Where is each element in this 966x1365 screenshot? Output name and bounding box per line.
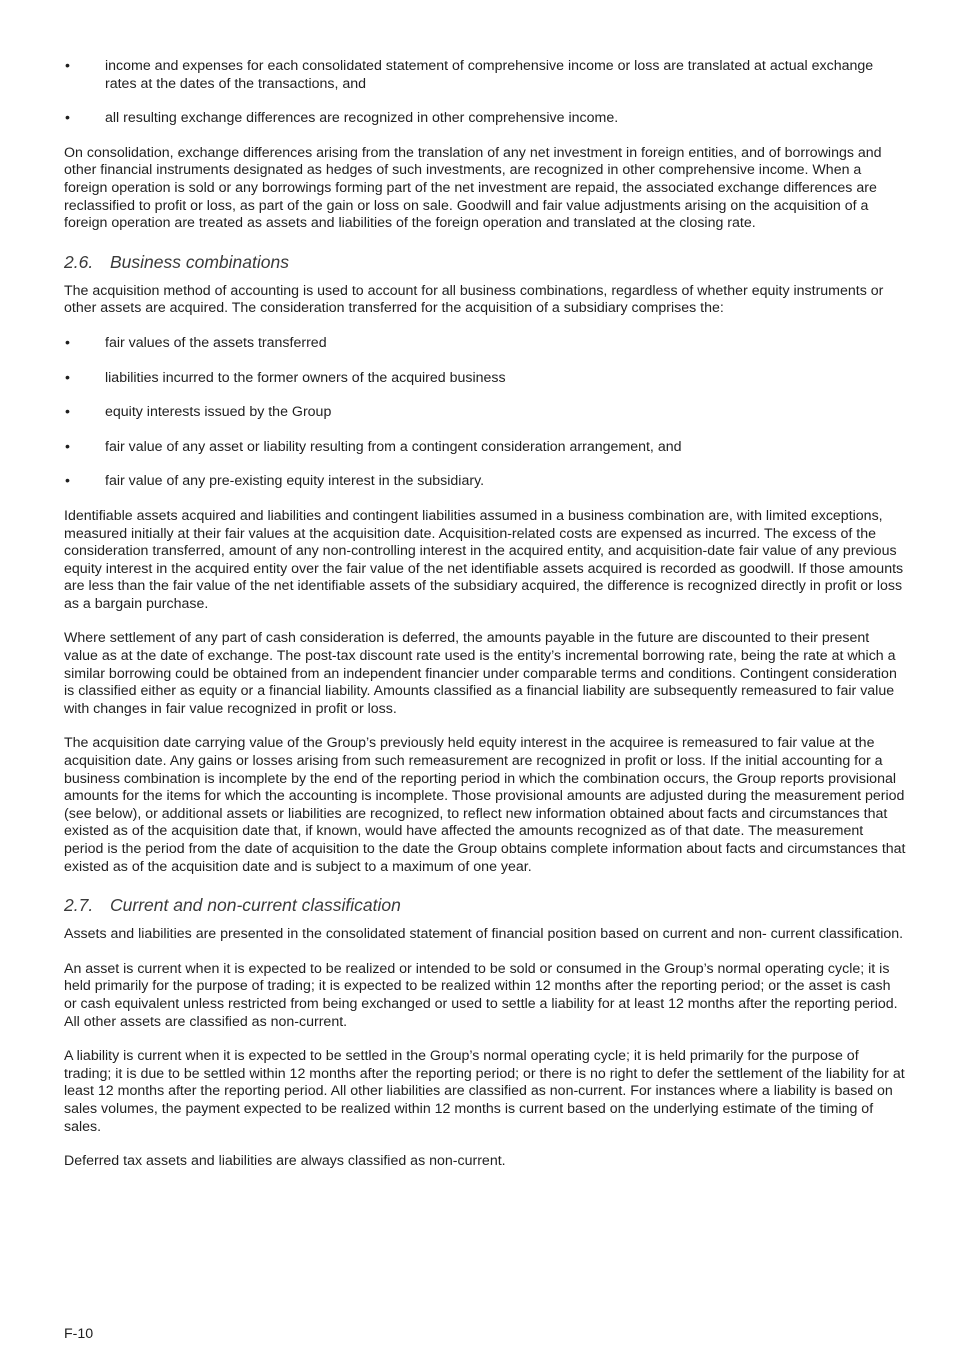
- section-intro-paragraph: The acquisition method of accounting is used to account for all business combinations, regardless of whether equity instruments or other assets are acquired. The consideration transferred for the acquisition of a subsidiary comprises the:: [64, 282, 884, 317]
- list-item: [64, 473, 906, 491]
- list-item: [64, 370, 906, 388]
- section-heading-current-classification: [64, 894, 906, 916]
- document-page: [64, 58, 906, 1188]
- list-item: [64, 404, 906, 422]
- section-number: 2.6.: [64, 251, 94, 272]
- bullet-glyph: •: [65, 334, 70, 351]
- body-paragraph: Assets and liabilities are presented in the consolidated statement of financial position based on current and non- current classification.: [64, 926, 904, 943]
- section-number: 2.7.: [64, 895, 94, 916]
- bullet-glyph: •: [65, 110, 70, 127]
- list-item: [64, 110, 906, 128]
- list-item-text: all resulting exchange differences are recognized in other comprehensive income.: [105, 110, 619, 127]
- consolidation-paragraph: On consolidation, exchange differences arising from the translation of any net investment in foreign entities, and of borrowings and other financial instruments designated as hedges of such investments, are recognized in other comprehensive income. When a foreign operation is sold or any borrowings forming part of the net investment are repaid, the associated exchange differences are reclassified to profit or loss, as part of the gain or loss on sale. Goodwill and fair value adjustments arising on the acquisition of a foreign operation are treated as assets and liabilities of the foreign operation and translated at the closing rate.: [64, 144, 882, 232]
- section-title: Current and non-current classification: [110, 895, 401, 916]
- bullet-glyph: •: [65, 369, 70, 386]
- body-paragraph: The acquisition date carrying value of the Group’s previously held equity interest in the acquiree is remeasured to fair value at the acquisition date. Any gains or losses arising from such remeasurement are recognized in profit or loss. If the initial accounting for a business combination is incomplete by the end of the reporting period in which the combination occurs, the Group reports provisional amounts for the items for which the accounting is incomplete. Those provisional amounts are adjusted during the measurement period (see below), or additional assets or liabilities are recognized, to reflect new information obtained about facts and circumstances that existed as of the acquisition date that, if known, would have affected the amounts recognized as of that date. The measurement period is the period from the date of acquisition to the date the Group obtains complete information about facts and circumstances that existed as of the acquisition date and is subject to a maximum of one year.: [64, 735, 906, 875]
- body-paragraph: Deferred tax assets and liabilities are always classified as non-current.: [64, 1153, 506, 1170]
- list-item-text: income and expenses for each consolidated statement of comprehensive income or loss are translated at actual exchange rates at the dates of the transactions, and: [105, 58, 874, 92]
- body-paragraph: Identifiable assets acquired and liabilities and contingent liabilities assumed in a business combination are, with limited exceptions, measured initially at their fair values at the acquisition date. Acquisition-related costs are expensed as incurred. The excess of the consideration transferred, amount of any non-controlling interest in the acquired entity, and acquisition-date fair value of any previous equity interest in the acquired entity over the fair value of the net identifiable assets acquired is recorded as goodwill. If those amounts are less than the fair value of the net identifiable assets of the subsidiary acquired, the difference is recognized directly in profit or loss as a bargain purchase.: [64, 507, 904, 612]
- list-item-text: fair value of any pre-existing equity interest in the subsidiary.: [105, 473, 485, 490]
- body-paragraph: An asset is current when it is expected to be realized or intended to be sold or consumed in the Group’s normal operating cycle; it is held primarily for the purpose of trading; it is expected to be realized within 12 months after the reporting period; or the asset is cash or cash equivalent unless restricted from being exchanged or used to settle a liability for at least 12 months after the reporting period. All other assets are classified as non-current.: [64, 960, 898, 1030]
- bullet-glyph: •: [65, 404, 70, 421]
- list-item-text: fair values of the assets transferred: [105, 334, 327, 351]
- body-paragraph: A liability is current when it is expected to be settled in the Group’s normal operating cycle; it is held primarily for the purpose of trading; it is due to be settled within 12 months after the reporting period; or there is no right to defer the settlement of the liability for at least 12 months after the reporting period. All other liabilities are classified as non-current. For instances where a liability is based on sales volumes, the payment expected to be realized within 12 months is current based on the underlying estimate of the timing of sales.: [64, 1048, 905, 1135]
- list-item-text: liabilities incurred to the former owners of the acquired business: [105, 369, 506, 386]
- bullet-glyph: •: [65, 473, 70, 490]
- list-item: [64, 58, 906, 93]
- list-item: [64, 439, 906, 457]
- section-title: Business combinations: [110, 251, 289, 272]
- list-item: [64, 335, 906, 353]
- section-heading-business-combinations: [64, 251, 906, 273]
- list-item-text: fair value of any asset or liability resulting from a contingent consideration arrangement, and: [105, 438, 682, 455]
- page-number: F-10: [64, 1326, 94, 1342]
- list-item-text: equity interests issued by the Group: [105, 404, 332, 421]
- body-paragraph: Where settlement of any part of cash consideration is deferred, the amounts payable in the future are discounted to their present value as at the date of exchange. The post-tax discount rate used is the entity’s incremental borrowing rate, being the rate at which a similar borrowing could be obtained from an independent financier under comparable terms and conditions. Contingent consideration is classified either as equity or a financial liability. Amounts classified as a financial liability are subsequently remeasured to fair value with changes in fair value recognized in profit or loss.: [64, 630, 897, 717]
- bullet-glyph: •: [65, 58, 70, 74]
- bullet-glyph: •: [65, 438, 70, 455]
